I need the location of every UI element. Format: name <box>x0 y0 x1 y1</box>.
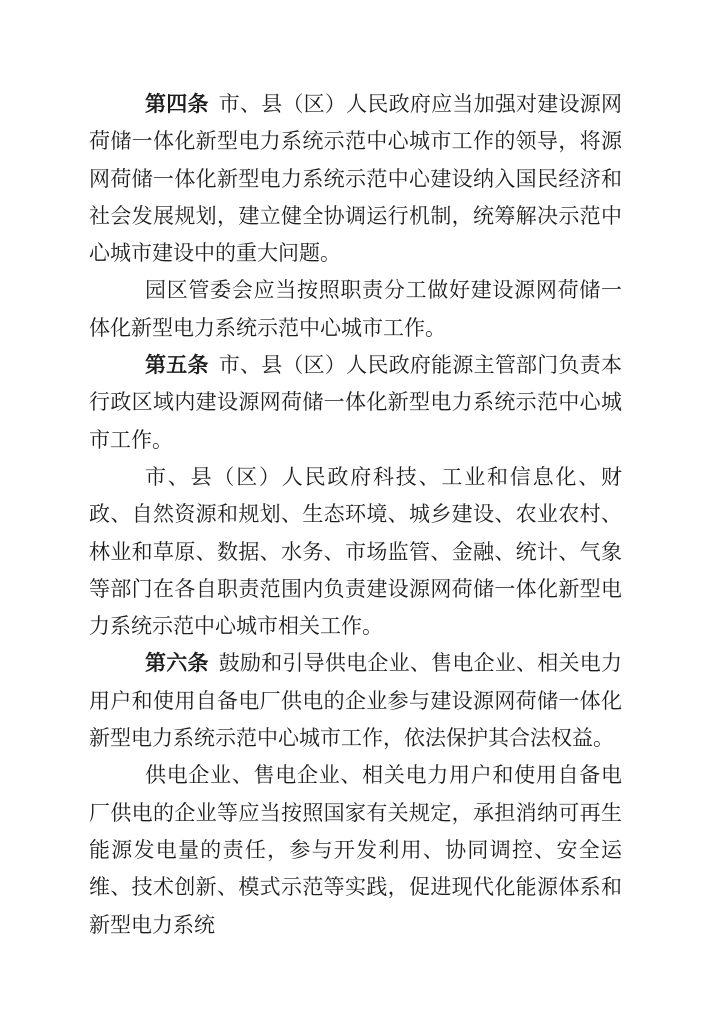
document-body <box>89 86 622 944</box>
paragraph-departments <box>89 459 622 645</box>
paragraph-text: 市、县（区）人民政府能源主管部门负责本行政区域内建设源网荷储一体化新型电力系统示范中心城市工作。 <box>89 354 623 452</box>
paragraph-park-committee <box>89 272 622 347</box>
article-6-number: 第六条 <box>145 652 209 676</box>
paragraph-text: 市、县（区）人民政府应当加强对建设源网荷储一体化新型电力系统示范中心城市工作的领导，将源网荷储一体化新型电力系统示范中心建设纳入国民经济和社会发展规划，建立健全协调运行机制，统筹解决示范中心城市建设中的重大问题。 <box>89 93 623 266</box>
paragraph-article-6 <box>89 645 622 757</box>
paragraph-article-5 <box>89 347 622 459</box>
article-4-number: 第四条 <box>145 93 209 116</box>
paragraph-article-4 <box>89 86 622 272</box>
article-5-number: 第五条 <box>145 354 209 378</box>
paragraph-enterprises-duty <box>89 757 622 943</box>
paragraph-text: 鼓励和引导供电企业、售电企业、相关电力用户和使用自备电厂供电的企业参与建设源网荷储一体化新型电力系统示范中心城市工作，依法保护其合法权益。 <box>89 652 623 751</box>
paragraph-text: 园区管委会应当按照职责分工做好建设源网荷储一体化新型电力系统示范中心城市工作。 <box>89 279 622 340</box>
paragraph-text: 供电企业、售电企业、相关电力用户和使用自备电厂供电的企业等应当按照国家有关规定，承担消纳可再生能源发电量的责任，参与开发利用、协同调控、安全运维、技术创新、模式示范等实践，促进现代化能源体系和新型电力系统 <box>89 764 622 937</box>
paragraph-text: 市、县（区）人民政府科技、工业和信息化、财政、自然资源和规划、生态环境、城乡建设、农业农村、林业和草原、数据、水务、市场监管、金融、统计、气象等部门在各自职责范围内负责建设源网荷储一体化新型电力系统示范中心城市相关工作。 <box>89 465 622 639</box>
